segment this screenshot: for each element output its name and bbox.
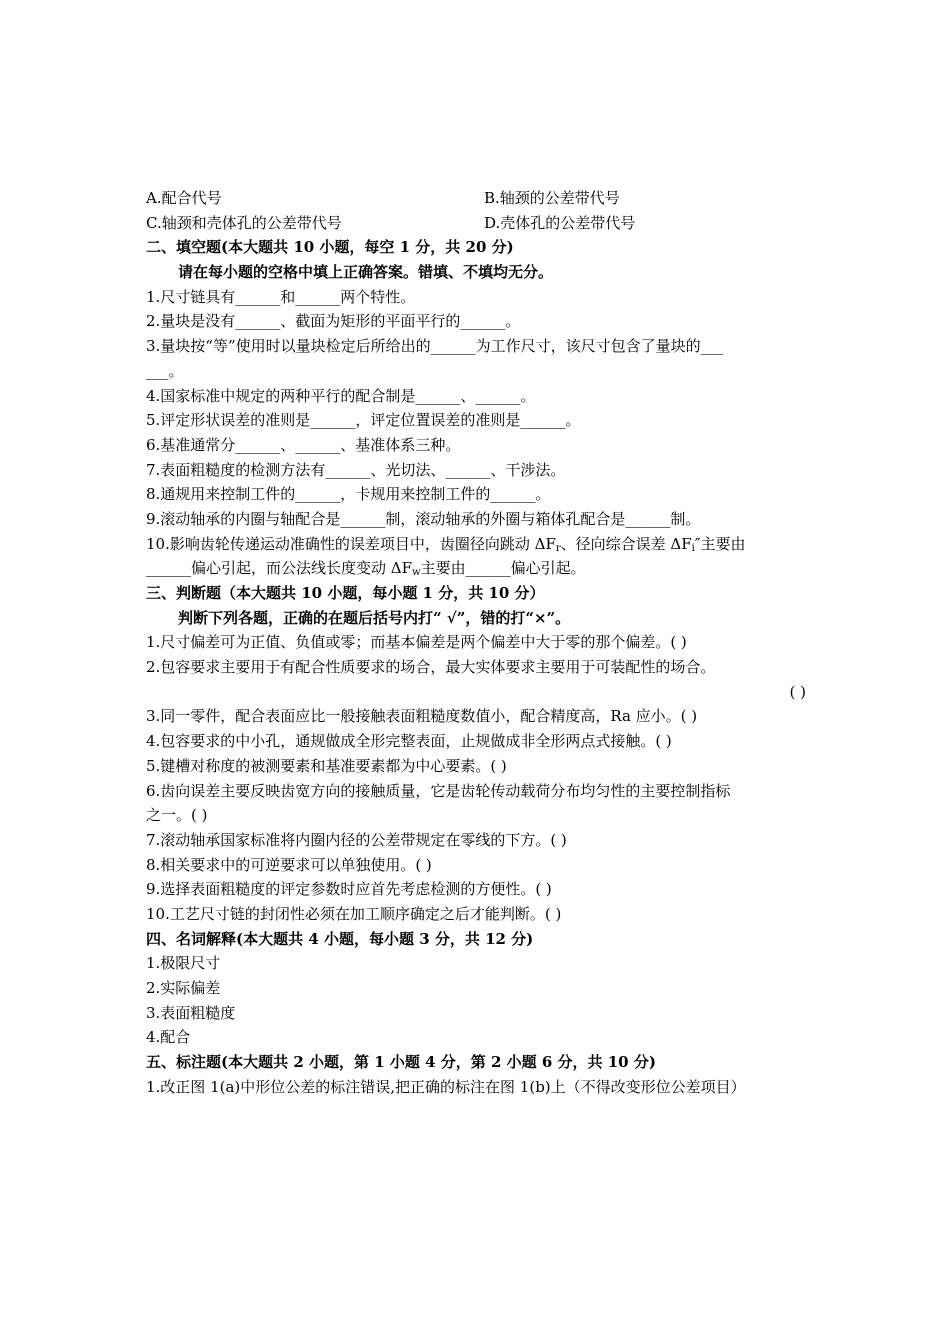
s2-question-1: 1.尺寸链具有______和______两个特性。	[146, 287, 416, 306]
q10-sub-r: r	[555, 542, 561, 554]
s3-question-3: 3.同一零件，配合表面应比一般接触表面粗糙度数值小，配合精度高，Ra 应小。( )	[146, 707, 698, 726]
s2-question-6: 6.基准通常分______、______、基准体系三种。	[146, 435, 461, 454]
s3-question-6b: 之一。( )	[146, 806, 208, 825]
q10-text-mid: 、径向综合误差 ΔF	[560, 534, 692, 553]
s2-question-5: 5.评定形状误差的准则是______，评定位置误差的准则是______。	[146, 411, 581, 430]
section5-heading: 五、标注题(本大题共 2 小题，第 1 小题 4 分，第 2 小题 6 分，共 10 分)	[146, 1053, 656, 1072]
section2-heading: 二、填空题(本大题共 10 小题，每空 1 分，共 20 分)	[146, 238, 514, 257]
section3-heading: 三、判断题（本大题共 10 小题，每小题 1 分，共 10 分）	[146, 584, 545, 602]
q10b-text-pre: ______偏心引起，而公法线长度变动 ΔF	[146, 559, 413, 578]
s2-question-8: 8.通规用来控制工件的______，卡规用来控制工件的______。	[146, 485, 551, 504]
s2-question-3a: 3.量块按“等”使用时以量块检定后所给出的______为工作尺寸，该尺寸包含了量块的___	[146, 337, 724, 356]
s2-question-10b	[146, 556, 810, 581]
q10b-text-post: 主要由______偏心引起。	[420, 559, 586, 578]
options-row-cd	[146, 211, 810, 236]
s3-question-1: 1.尺寸偏差可为正值、负值或零；而基本偏差是两个偏差中大于零的那个偏差。( )	[146, 633, 687, 652]
q10-text-pre: 10.影响齿轮传递运动准确性的误差项目中，齿圈径向跳动 ΔF	[146, 534, 556, 553]
s2-question-3b: ___。	[146, 361, 184, 380]
s3-question-5: 5.键槽对称度的被测要素和基准要素都为中心要素。( )	[146, 756, 507, 775]
s2-question-2: 2.量块是没有______、截面为矩形的平面平行的______。	[146, 312, 521, 331]
section4-heading: 四、名词解释(本大题共 4 小题，每小题 3 分，共 12 分)	[146, 929, 534, 948]
s3-question-10: 10.工艺尺寸链的封闭性必须在加工顺序确定之后才能判断。( )	[146, 904, 562, 923]
s3-question-7: 7.滚动轴承国家标准将内圈内径的公差带规定在零线的下方。( )	[146, 830, 567, 849]
section2-instruction: 请在每小题的空格中填上正确答案。错填、不填均无分。	[178, 263, 554, 282]
s2-question-9: 9.滚动轴承的内圈与轴配合是______制，滚动轴承的外圈与箱体孔配合是______制。	[146, 509, 701, 528]
s2-question-4: 4.国家标准中规定的两种平行的配合制是______、______。	[146, 386, 536, 405]
exam-page	[146, 186, 810, 1099]
s3-question-2: 2.包容要求主要用于有配合性质要求的场合，最大实体要求主要用于可装配性的场合。	[146, 658, 716, 677]
option-a: A.配合代号	[146, 189, 222, 207]
s2-question-10a	[146, 532, 810, 557]
s5-question-1: 1.改正图 1(a)中形位公差的标注错误,把正确的标注在图 1(b)上（不得改变形位公差项目）	[146, 1077, 746, 1096]
s3-question-9: 9.选择表面粗糙度的评定参数时应首先考虑检测的方便性。( )	[146, 880, 552, 899]
s3-question-2-paren: ( )	[789, 682, 806, 701]
s3-question-6a: 6.齿向误差主要反映齿宽方向的接触质量，它是齿轮传动载荷分布均匀性的主要控制指标	[146, 781, 731, 800]
s3-question-8: 8.相关要求中的可逆要求可以单独使用。( )	[146, 855, 432, 874]
q10-text-post: ″主要由	[694, 534, 746, 553]
option-c: C.轴颈和壳体孔的公差带代号	[146, 213, 342, 232]
option-b: B.轴颈的公差带代号	[484, 189, 620, 207]
options-row-ab	[146, 186, 810, 211]
q10b-sub-w: w	[412, 567, 421, 579]
s4-question-4: 4.配合	[146, 1028, 191, 1047]
option-d: D.壳体孔的公差带代号	[484, 213, 636, 232]
s4-question-2: 2.实际偏差	[146, 979, 221, 997]
s3-question-4: 4.包容要求的中小孔，通规做成全形完整表面，止规做成非全形两点式接触。( )	[146, 732, 672, 751]
s4-question-3: 3.表面粗糙度	[146, 1003, 236, 1022]
q10-sub-i: i	[691, 542, 695, 554]
s4-question-1: 1.极限尺寸	[146, 954, 221, 973]
s2-question-7: 7.表面粗糙度的检测方法有______、光切法、______、干涉法。	[146, 460, 566, 479]
section3-instruction: 判断下列各题，正确的在题后括号内打“ √”，错的打“×”。	[178, 608, 571, 627]
